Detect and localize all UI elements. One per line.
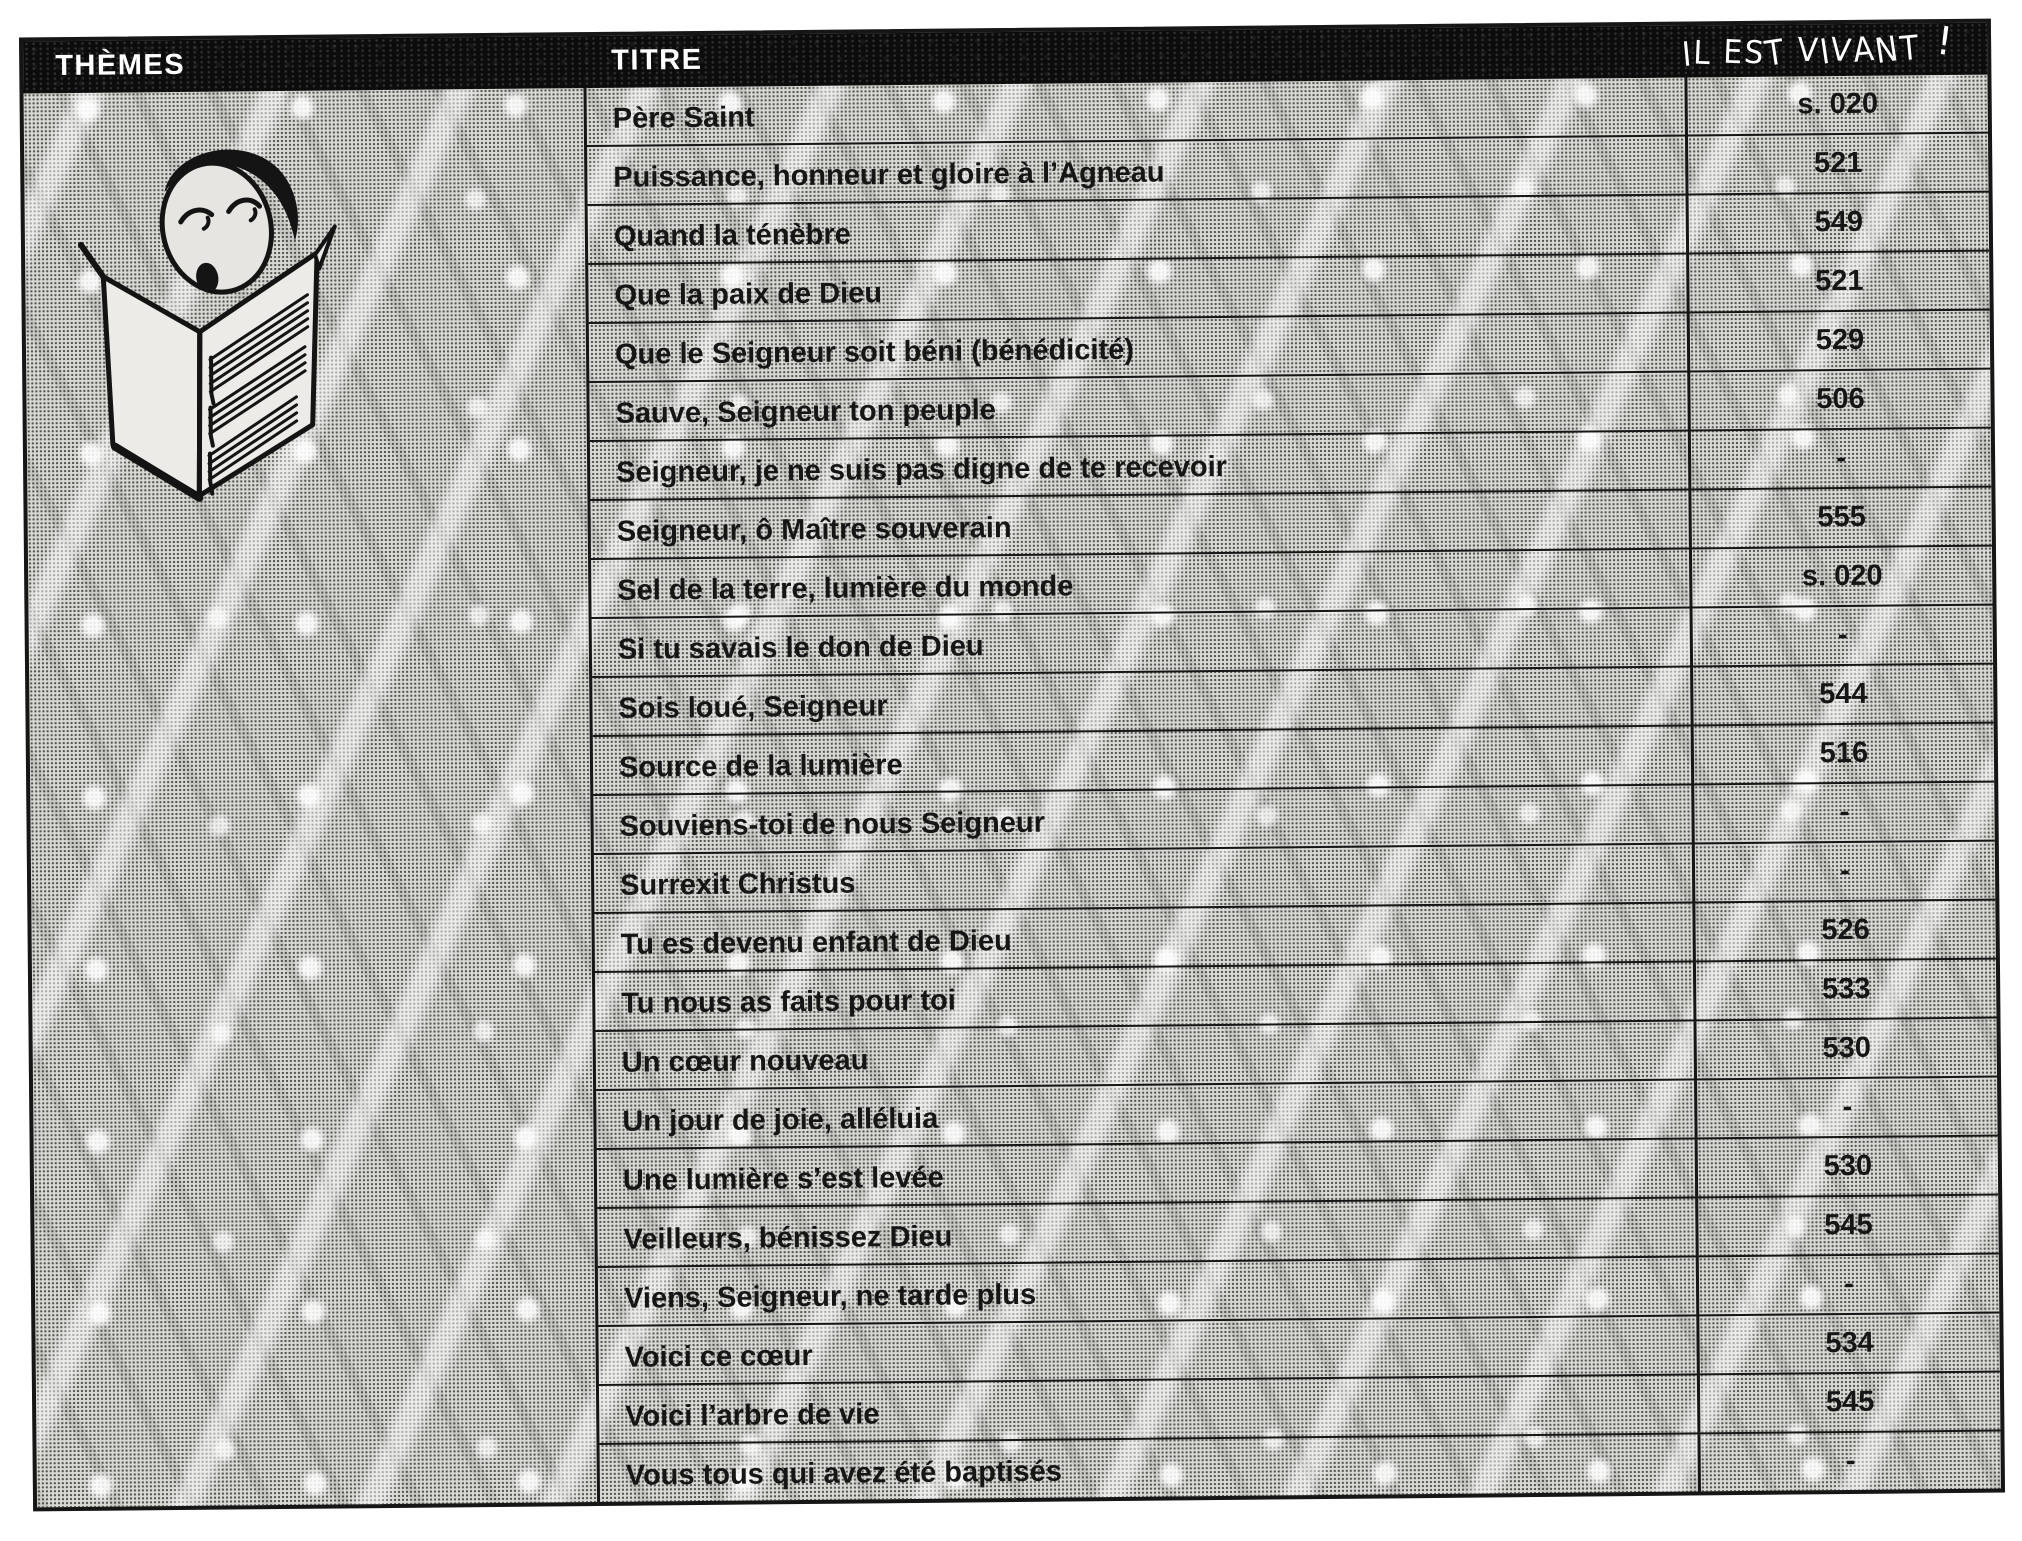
song-title: Père Saint [612, 101, 755, 135]
singer-songbook-icon [70, 124, 342, 519]
rows-container [586, 75, 2001, 1502]
song-number: s. 020 [1684, 75, 1988, 135]
table-row [599, 1430, 2001, 1502]
song-title: Que le Seigneur soit béni (bénédicité) [614, 333, 1135, 371]
song-title: Une lumière s’est levée [622, 1161, 944, 1197]
song-number: - [1697, 1432, 2001, 1492]
song-number: 555 [1688, 488, 1992, 548]
song-number: 526 [1692, 901, 1996, 961]
song-title: Viens, Seigneur, ne tarde plus [623, 1278, 1037, 1315]
song-number: 544 [1690, 665, 1994, 725]
column-header-titre: TITRE [611, 43, 703, 77]
magazine-logo: IL EST VIVANT ! [1679, 18, 1957, 75]
song-title: Vous tous qui avez été baptisés [625, 1455, 1063, 1492]
song-number: - [1691, 783, 1995, 843]
song-number: 545 [1697, 1373, 2001, 1433]
song-number: 533 [1693, 960, 1997, 1020]
song-number: 529 [1687, 311, 1991, 371]
song-number: 530 [1693, 1019, 1997, 1079]
table-body [24, 75, 2001, 1508]
song-index-table [19, 19, 2005, 1512]
song-number: - [1692, 842, 1996, 902]
song-title: Sel de la terre, lumière du monde [617, 570, 1074, 607]
song-title: Que la paix de Dieu [614, 277, 883, 312]
song-title: Quand la ténèbre [613, 218, 851, 253]
song-number: - [1688, 429, 1992, 489]
song-number: - [1696, 1255, 2000, 1315]
song-title: Seigneur, je ne suis pas digne de te recevoir [616, 450, 1228, 489]
song-number: 521 [1685, 134, 1989, 194]
song-number: 549 [1686, 193, 1990, 253]
song-title: Surrexit Christus [619, 867, 856, 902]
singing-person-with-songbook-illustration [70, 124, 342, 524]
song-number: s. 020 [1689, 547, 1993, 607]
song-title: Souviens-toi de nous Seigneur [619, 806, 1046, 843]
song-title: Voici ce cœur [624, 1339, 813, 1374]
song-number: 530 [1695, 1137, 1999, 1197]
song-number: 521 [1686, 252, 1990, 312]
song-title: Seigneur, ô Maître souverain [616, 511, 1012, 548]
song-number: - [1690, 606, 1994, 666]
song-number: 516 [1691, 724, 1995, 784]
song-number: 506 [1687, 370, 1991, 430]
song-title: Sauve, Seigneur ton peuple [615, 394, 997, 430]
song-title: Source de la lumière [618, 749, 903, 784]
song-title: Tu es devenu enfant de Dieu [620, 925, 1012, 961]
song-title: Un cœur nouveau [621, 1044, 869, 1079]
song-number: - [1694, 1078, 1998, 1138]
song-number: 545 [1695, 1196, 1999, 1256]
song-number: 534 [1696, 1314, 2000, 1374]
song-title: Veilleurs, bénissez Dieu [623, 1220, 953, 1256]
song-title: Un jour de joie, alléluia [622, 1102, 939, 1138]
column-header-themes: THÈMES [55, 48, 186, 82]
themes-column-cell [24, 88, 601, 1507]
song-title: Tu nous as faits pour toi [621, 984, 956, 1020]
song-title: Si tu savais le don de Dieu [617, 630, 984, 666]
song-title: Sois loué, Seigneur [618, 690, 888, 725]
song-title: Voici l’arbre de vie [625, 1398, 880, 1433]
song-title: Puissance, honneur et gloire à l’Agneau [613, 156, 1165, 194]
